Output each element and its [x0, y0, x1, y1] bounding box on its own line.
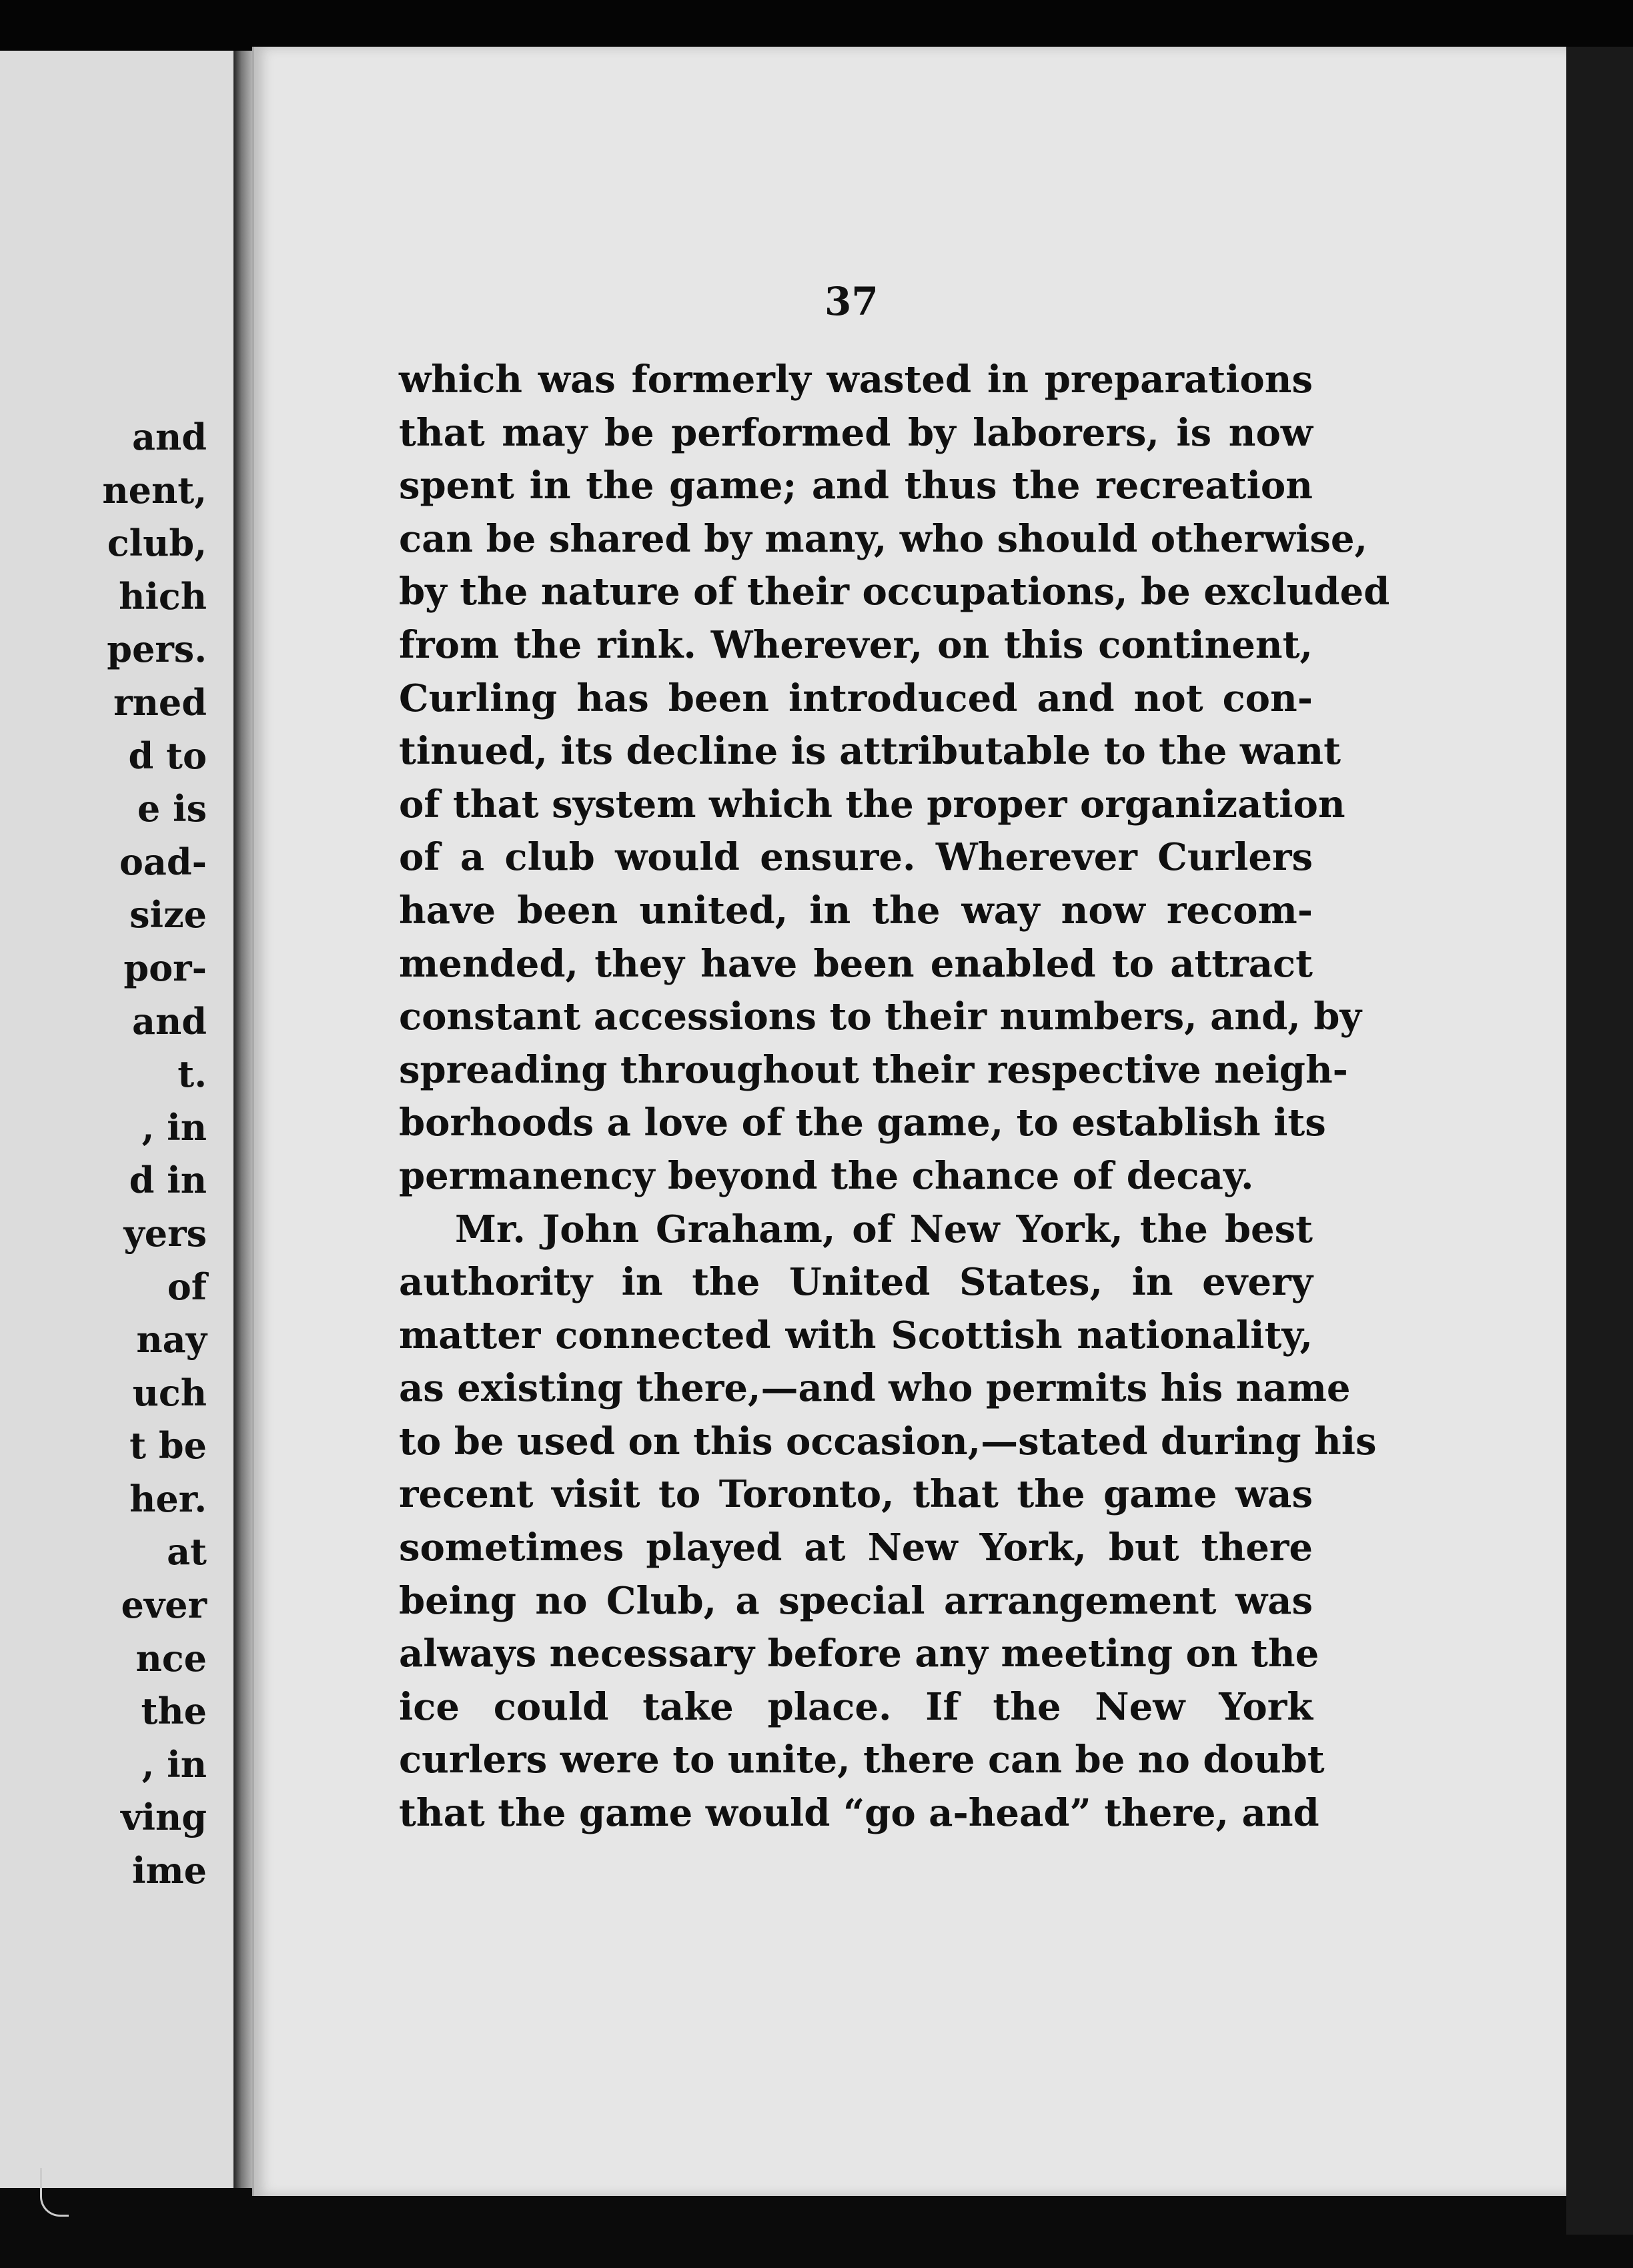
left-page-fragment: and — [131, 999, 207, 1043]
left-page-fragment: ving — [121, 1796, 207, 1839]
left-page-fragment: nce — [135, 1636, 207, 1680]
paragraph-1-line: of that system which the proper organization — [399, 782, 1345, 826]
paragraph-2-line: matter connected with Scottish nationality, — [399, 1313, 1313, 1357]
left-page-fragment: ime — [131, 1849, 207, 1892]
paragraph-1-line: by the nature of their occupations, be excluded — [399, 570, 1390, 614]
left-page-fragment: rned — [113, 680, 207, 724]
paragraph-1-line: Curling has been introduced and not con- — [399, 676, 1313, 720]
paragraph-1-line: from the rink. Wherever, on this continent, — [399, 622, 1313, 667]
scan-border-right — [1566, 47, 1633, 2235]
left-page-fragment: at — [167, 1530, 207, 1574]
paragraph-1-line: of a club would ensure. Wherever Curlers — [399, 835, 1313, 880]
paragraph-2-line: curlers were to unite, there can be no doubt — [399, 1738, 1325, 1782]
page-number: 37 — [825, 279, 879, 324]
paragraph-1-line: mended, they have been enabled to attract — [399, 941, 1313, 986]
left-page-fragment: yers — [123, 1211, 207, 1255]
paragraph-1-line: spent in the game; and thus the recreation — [399, 464, 1313, 508]
paragraph-2-line: always necessary before any meeting on the — [399, 1632, 1319, 1676]
paragraph-2-line: ice could take place. If the New York — [399, 1684, 1313, 1729]
paragraph-2-line: that the game would “go a-head” there, and — [399, 1791, 1319, 1836]
left-page-fragment: t be — [129, 1424, 207, 1468]
left-page — [0, 51, 237, 2188]
paragraph-2-line: sometimes played at New York, but there — [399, 1526, 1313, 1570]
left-page-fragment: uch — [132, 1371, 207, 1414]
page-body-text — [399, 354, 1390, 1840]
book-gutter — [233, 51, 253, 2188]
paragraph-1-line: permanency beyond the chance of decay. — [399, 1153, 1254, 1198]
left-page-fragment: the — [141, 1690, 207, 1733]
paragraph-2-line: recent visit to Toronto, that the game was — [399, 1472, 1313, 1517]
left-page-fragment: and — [131, 416, 207, 458]
paragraph-2-line: as existing there,—and who permits his name — [399, 1366, 1351, 1411]
scan-border-top — [0, 0, 1633, 52]
paragraph-1-line: which was formerly wasted in preparations — [399, 358, 1313, 402]
paragraph-2-line: Mr. John Graham, of New York, the best — [455, 1207, 1313, 1251]
scan-artifact-mark — [40, 2168, 69, 2217]
paragraph-1-line: constant accessions to their numbers, and, by — [399, 995, 1362, 1039]
paragraph-2-line: being no Club, a special arrangement was — [399, 1578, 1313, 1623]
left-page-fragment: , in — [141, 1105, 207, 1149]
paragraph-1-line: spreading throughout their respective neigh- — [399, 1047, 1348, 1092]
paragraph-1-line: can be shared by many, who should otherwise, — [399, 516, 1368, 561]
left-page-fragment: por- — [123, 946, 207, 989]
paragraph-2-line: authority in the United States, in every — [399, 1260, 1313, 1305]
left-page-fragment: nent, — [102, 468, 207, 512]
left-page-text-fragments — [102, 411, 207, 1898]
paragraph-2-line: to be used on this occasion,—stated during his — [399, 1419, 1377, 1464]
left-page-fragment: hich — [119, 574, 207, 618]
left-page-fragment: oad- — [119, 840, 207, 883]
left-page-fragment: club, — [107, 522, 207, 565]
paragraph-1-line: tinued, its decline is attributable to the want — [399, 729, 1341, 774]
left-page-fragment: t. — [177, 1053, 207, 1096]
left-page-fragment: her. — [129, 1477, 207, 1520]
left-page-fragment: size — [129, 893, 207, 937]
left-page-fragment: d in — [129, 1159, 207, 1202]
left-page-fragment: of — [167, 1265, 207, 1308]
left-page-fragment: nay — [136, 1318, 207, 1361]
left-page-fragment: ever — [121, 1584, 207, 1627]
left-page-fragment: e is — [137, 787, 207, 830]
paragraph-1-line: that may be performed by laborers, is now — [399, 410, 1313, 455]
left-page-fragment: , in — [141, 1742, 207, 1786]
left-page-fragment: pers. — [107, 628, 207, 671]
paragraph-1-line: have been united, in the way now recom- — [399, 888, 1313, 933]
left-page-fragment: d to — [128, 734, 207, 777]
paragraph-1-line: borhoods a love of the game, to establish its — [399, 1101, 1326, 1145]
